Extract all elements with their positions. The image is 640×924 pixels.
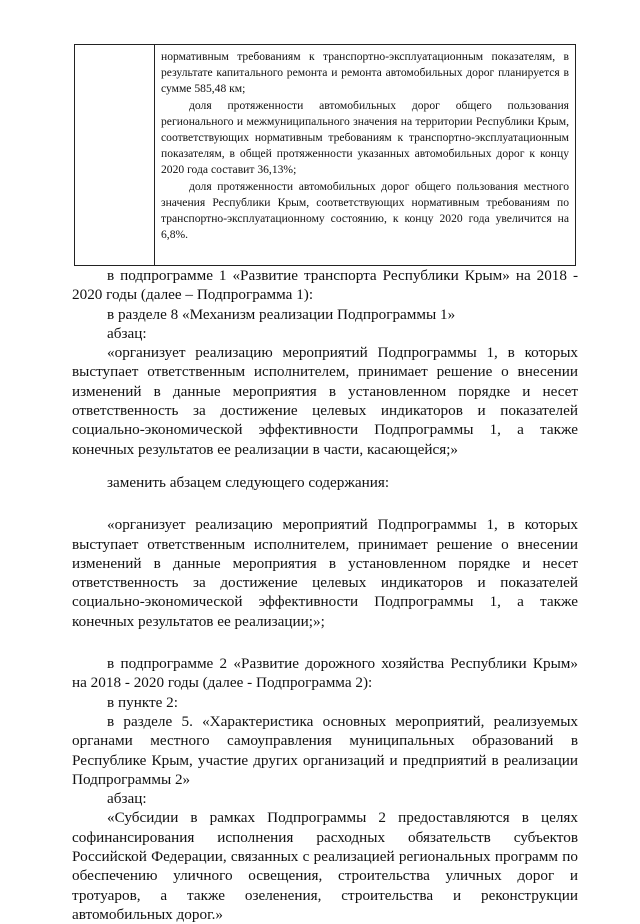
paragraph-replace: заменить абзацем следующего содержания: — [107, 473, 390, 491]
paragraph-section-8: в разделе 8 «Механизм реализации Подпрограммы 1» — [107, 305, 456, 323]
paragraph-new-text: «организует реализацию мероприятий Подпрограммы 1, в которых выступает ответственным исполнителем, принимает решение о внесении изменений в данные мероприятия в установленном порядке и несет ответственность за достижение целевых индикаторов и показателей социально-экономической эффективности Подпрограммы 1, а также конечных результатов ее реализации;»; — [72, 516, 578, 630]
table-paragraph: доля протяженности автомобильных дорог общего пользования регионального и межмуниципального значения на территории Республики Крым, соответствующих нормативным требованиям к транспортно-эксплуатационным показателям, в общей протяженности указанных автомобильных дорог к концу 2020 года составит 36,13%; — [161, 98, 569, 177]
paragraph-abzac-2: абзац: — [107, 790, 147, 808]
paragraph-subprogram-1: в подпрограмме 1 «Развитие транспорта Республики Крым» на 2018 - 2020 годы (далее – Подпрограмма 1): — [72, 267, 578, 304]
table-fragment — [74, 44, 576, 266]
paragraph-section-5: в разделе 5. «Характеристика основных мероприятий, реализуемых органами местного самоуправления муниципальных образований в Республике Крым, участие других организаций и предприятий в реализации Подпрограммы 2» — [72, 712, 578, 788]
paragraph-abzac: абзац: — [107, 324, 147, 342]
body-text — [72, 266, 578, 924]
paragraph-subprogram-2: в подпрограмме 2 «Развитие дорожного хозяйства Республики Крым» на 2018 - 2020 годы (далее - Подпрограмма 2): — [72, 655, 578, 692]
table-paragraph: доля протяженности автомобильных дорог общего пользования местного значения Республики Крым, соответствующих нормативным требованиям по транспортно-эксплуатационному состоянию, к концу 2020 года увеличится на 6,8%. — [161, 179, 569, 242]
paragraph-old-text: «организует реализацию мероприятий Подпрограммы 1, в которых выступает ответственным исполнителем, принимает решение о внесении изменений в данные мероприятия в установленном порядке и несет ответственность за достижение целевых индикаторов и показателей социально-экономической эффективности Подпрограммы 1, а также конечных результатов ее реализации в части, касающейся;» — [72, 344, 578, 458]
paragraph-subsidies: «Субсидии в рамках Подпрограммы 2 предоставляются в целях софинансирования исполнения расходных обязательств субъектов Российской Федерации, связанных с реализацией региональных программ по обеспечению уличного освещения, строительства уличных дорог и тротуаров, а также озеленения, строительства и реконструкции автомобильных дорог.» — [72, 809, 578, 923]
table-paragraph: нормативным требованиям к транспортно-эксплуатационным показателям, в результате капитального ремонта и ремонта автомобильных дорог планируется в сумме 585,48 км; — [161, 50, 569, 96]
paragraph-point-2: в пункте 2: — [107, 693, 178, 711]
table-right-cell — [161, 49, 569, 243]
table-left-cell — [75, 45, 155, 265]
